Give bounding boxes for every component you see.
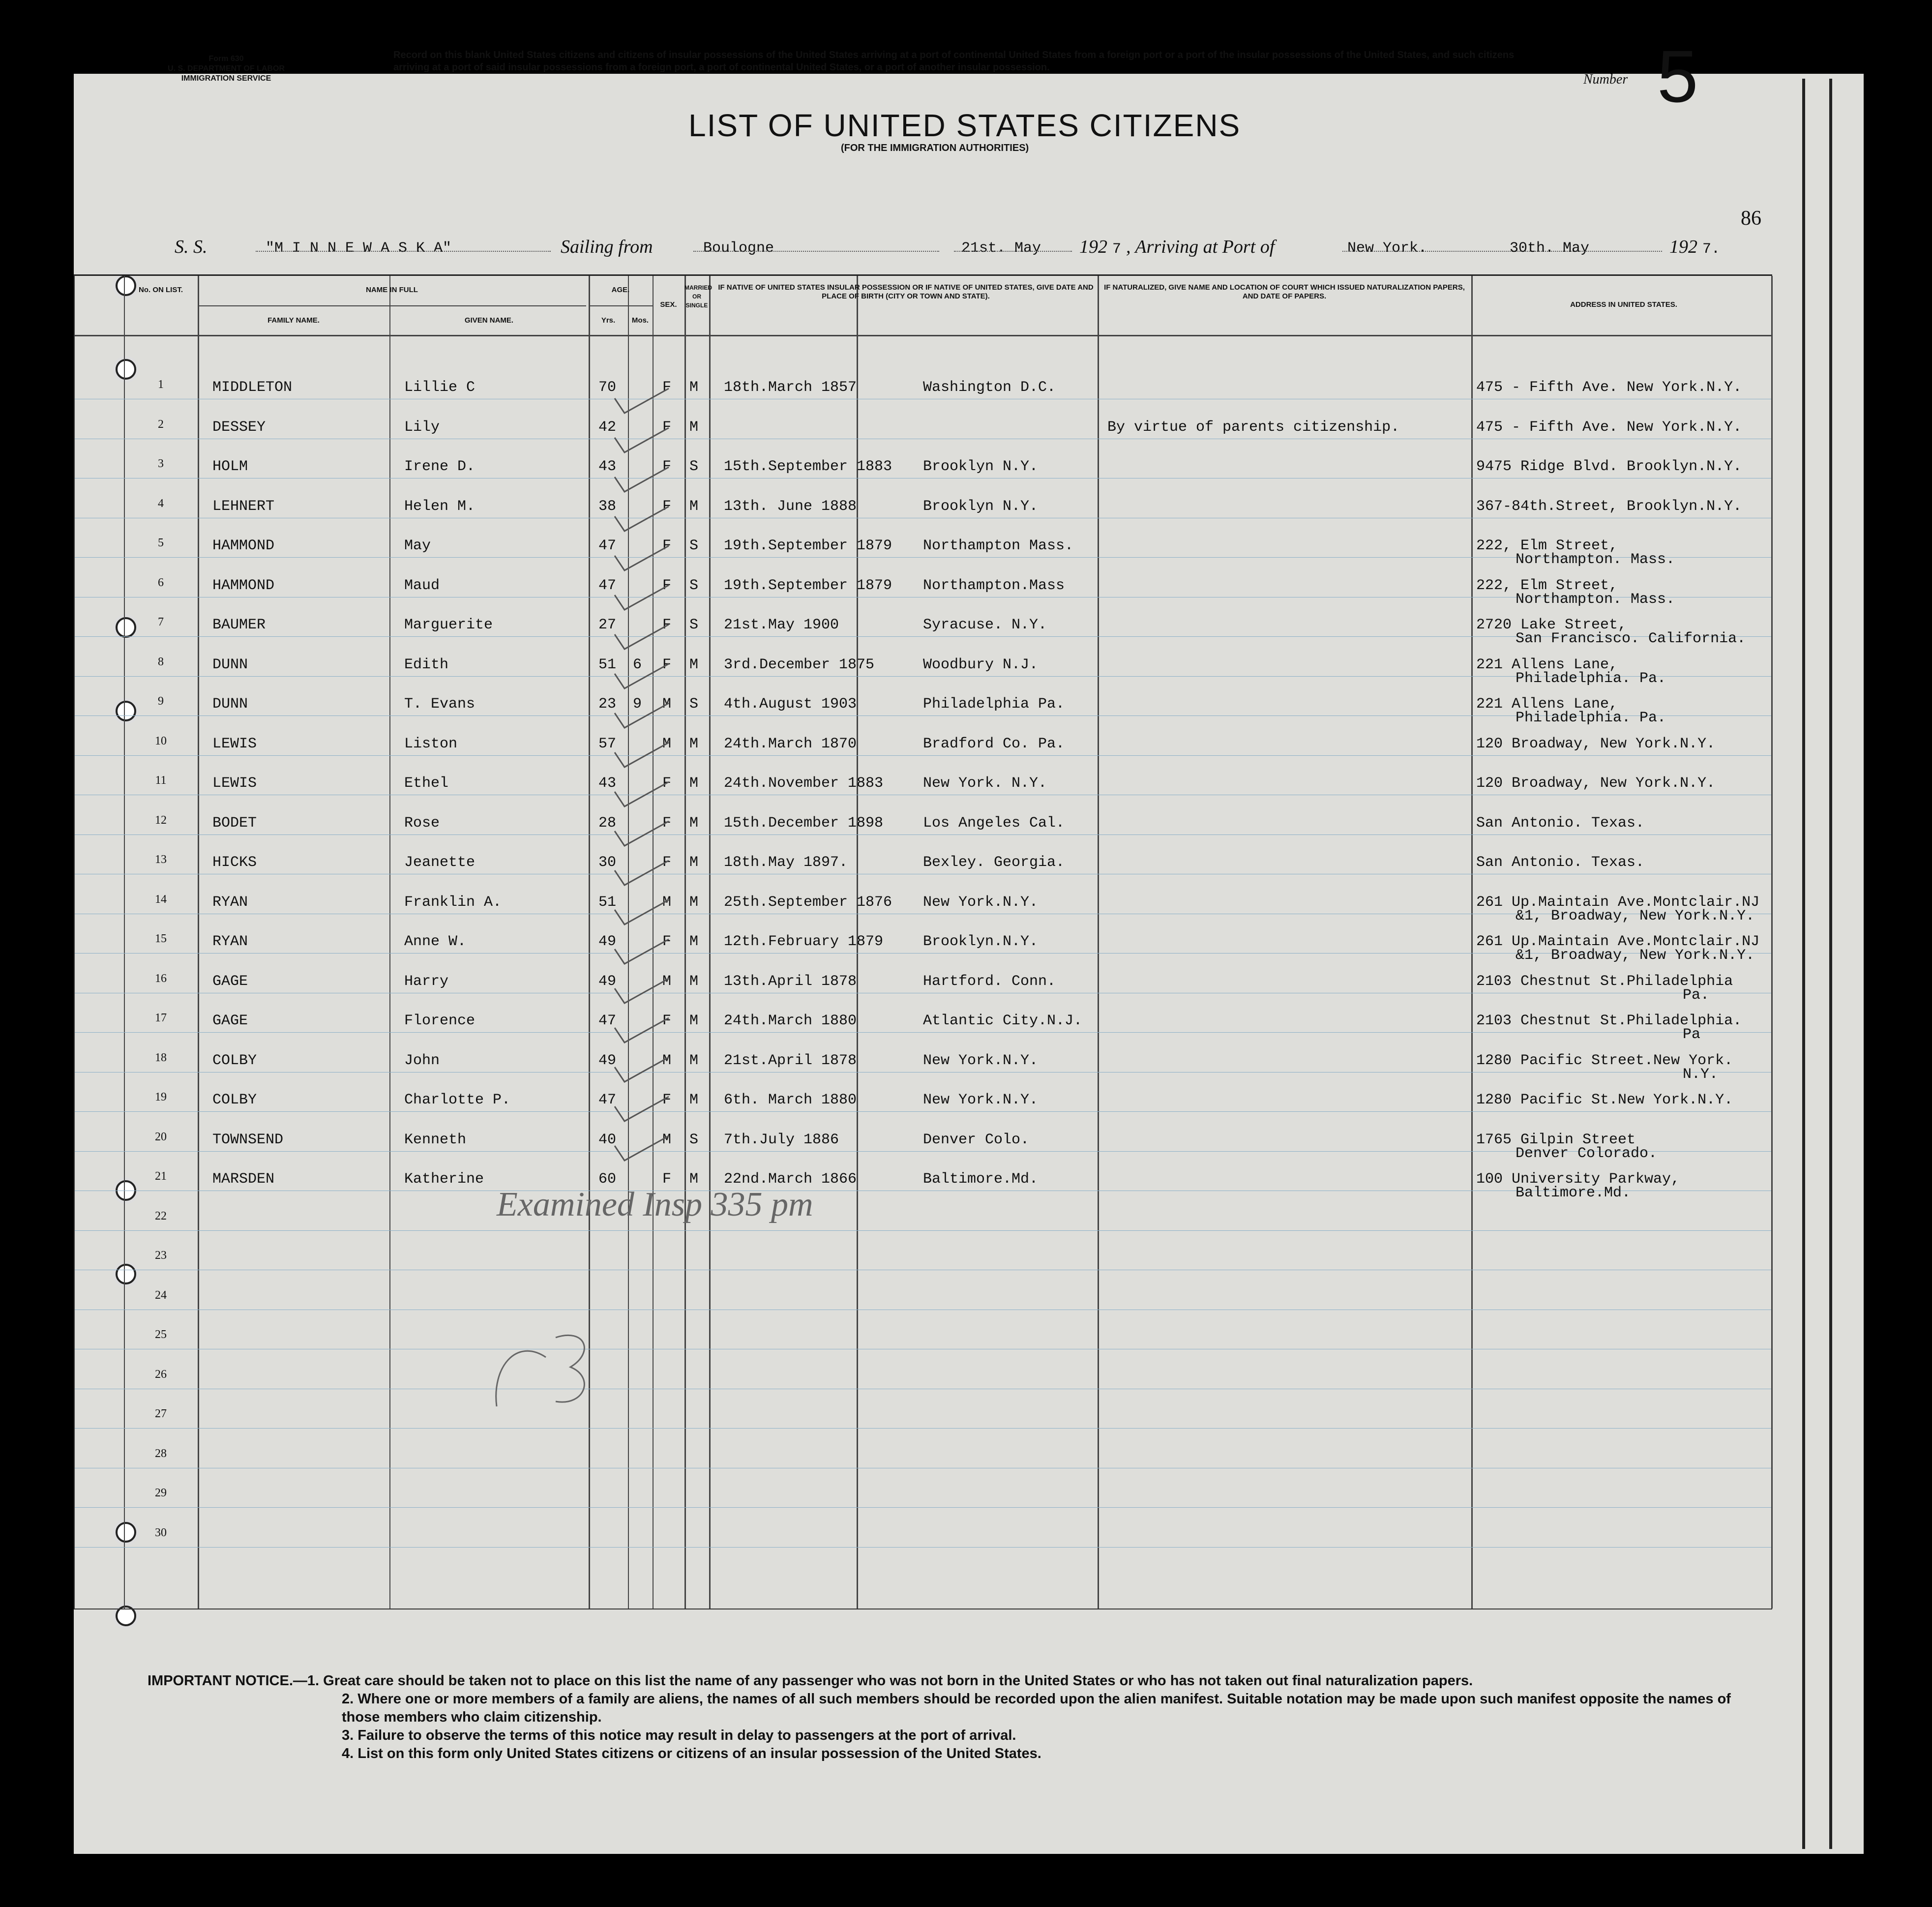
cell-birth-date: 22nd.March 1866 [724, 1171, 857, 1188]
cell-given: Kenneth [404, 1131, 467, 1148]
cell-ms: M [689, 775, 699, 792]
row-number: 8 [158, 655, 164, 668]
ss-label: S. S. [175, 237, 208, 257]
cell-sex: F [662, 418, 672, 436]
cell-family: DESSEY [212, 418, 266, 436]
row-number: 14 [155, 893, 167, 906]
cell-sex: M [662, 696, 672, 713]
cell-addr2: Philadelphia. Pa. [1516, 670, 1666, 687]
form-number: Form 630 [208, 55, 244, 63]
cell-given: Ethel [404, 775, 449, 792]
cell-addr1: San Antonio. Texas. [1476, 814, 1645, 832]
row-number: 4 [158, 497, 164, 510]
cell-birth-place: Atlantic City.N.J. [923, 1013, 1083, 1029]
arrival-year-prefix: 192 [1669, 237, 1697, 257]
department-name: U. S. DEPARTMENT OF LABOR [168, 64, 285, 73]
cell-given: T. Evans [404, 696, 476, 713]
sheet-number: 86 [1741, 207, 1761, 230]
header-address: ADDRESS IN UNITED STATES. [1570, 300, 1677, 309]
cell-sex: F [662, 537, 672, 554]
important-notice-label: IMPORTANT NOTICE.— [148, 1673, 307, 1689]
page-subtitle: (FOR THE IMMIGRATION AUTHORITIES) [841, 143, 1029, 153]
cell-given: May [404, 537, 431, 554]
cell-yrs: 60 [598, 1171, 617, 1188]
row-number: 6 [158, 576, 164, 589]
cell-family: TOWNSEND [212, 1131, 284, 1148]
row-number: 11 [155, 774, 167, 787]
cell-family: HAMMOND [212, 537, 275, 554]
handwritten-mark [487, 1308, 644, 1431]
cell-yrs: 38 [598, 498, 617, 515]
cell-birth-date: 18th.March 1857 [724, 379, 857, 396]
cell-birth-date: 21st.April 1878 [724, 1052, 857, 1069]
cell-birth-date: 15th.December 1898 [724, 814, 884, 832]
header-married: MARRIED OR SINGLE [684, 284, 712, 309]
cell-addr2: Pa [1683, 1026, 1701, 1043]
cell-sex: M [662, 1131, 672, 1148]
cell-sex: F [662, 617, 672, 633]
arrival-port: New York. [1347, 240, 1427, 257]
cell-ms: S [689, 696, 699, 713]
row-rule [75, 755, 1771, 756]
cell-ms: M [689, 854, 699, 871]
page-edge-line [1802, 79, 1805, 1849]
row-number: 20 [155, 1130, 167, 1143]
cell-yrs: 47 [598, 537, 617, 554]
cell-ms: M [689, 656, 699, 673]
cell-ms: M [689, 814, 699, 832]
notice-item-4: 4. List on this form only United States citizens or citizens of an insular possession of the United States. [342, 1746, 1041, 1761]
cell-family: HICKS [212, 854, 257, 871]
arrival-dotted-line [1342, 251, 1662, 252]
cell-yrs: 49 [598, 933, 617, 950]
header-family-name: FAMILY NAME. [268, 316, 320, 325]
row-number: 30 [155, 1526, 167, 1539]
cell-sex: F [662, 1092, 672, 1108]
cell-addr1: 2103 Chestnut St.Philadelphia [1476, 973, 1733, 990]
cell-sex: F [662, 379, 672, 396]
cell-sex: F [662, 775, 672, 792]
cell-sex: F [662, 577, 672, 594]
notice-item-2: 2. Where one or more members of a family are aliens, the names of all such members should be recorded upon the alien manifest. Suitable notation may be made upon such manifest opposite the names of those members who claim citizenship. [342, 1691, 1731, 1725]
cell-addr1: 100 University Parkway, [1476, 1171, 1680, 1188]
cell-addr2: San Francisco. California. [1516, 630, 1746, 647]
cell-addr1: 1765 Gilpin Street [1476, 1131, 1636, 1148]
cell-mos: 9 [633, 696, 642, 713]
cell-birth-place: Los Angeles Cal. [923, 814, 1065, 832]
cell-yrs: 49 [598, 1052, 617, 1069]
cell-sex: M [662, 1052, 672, 1069]
header-birth: IF NATIVE OF UNITED STATES INSULAR POSSESSION OR IF NATIVE OF UNITED STATES, GIVE DATE AND PLACE OF BIRTH (CITY OR TOWN AND STATE). [718, 283, 1094, 300]
row-number: 23 [155, 1249, 167, 1262]
cell-addr1: 221 Allens Lane, [1476, 696, 1618, 713]
row-number: 16 [155, 972, 167, 985]
cell-sex: F [662, 1171, 672, 1188]
cell-given: Marguerite [404, 617, 493, 633]
cell-family: DUNN [212, 656, 248, 673]
arrival-date: 30th. May [1510, 240, 1590, 257]
cell-birth-place: Northampton.Mass [923, 577, 1065, 594]
important-notice [148, 1672, 1770, 1763]
cell-sex: F [662, 933, 672, 950]
row-number: 17 [155, 1012, 167, 1024]
cell-birth-place: Philadelphia Pa. [923, 696, 1065, 713]
cell-birth-place: Washington D.C. [923, 379, 1056, 396]
row-number: 12 [155, 813, 167, 827]
cell-birth-date: 24th.March 1870 [724, 735, 857, 752]
cell-birth-place: Northampton Mass. [923, 537, 1074, 554]
cell-family: HAMMOND [212, 577, 275, 594]
header-age: AGE. [611, 286, 630, 294]
ship-dotted-line [256, 251, 551, 252]
cell-addr2: Northampton. Mass. [1516, 551, 1675, 568]
arrival-year-suffix: 7. [1702, 241, 1721, 258]
cell-yrs: 51 [598, 656, 617, 673]
cell-birth-date: 12th.February 1879 [724, 933, 884, 950]
cell-ms: S [689, 617, 699, 633]
cell-family: GAGE [212, 973, 248, 990]
cell-ms: S [689, 577, 699, 594]
cell-birth-place: Woodbury N.J. [923, 656, 1039, 673]
cell-birth-date: 19th.September 1879 [724, 577, 892, 594]
cell-ms: M [689, 418, 699, 436]
service-name: IMMIGRATION SERVICE [181, 74, 271, 83]
row-number: 3 [158, 457, 164, 470]
cell-yrs: 49 [598, 973, 617, 990]
cell-birth-place: Syracuse. N.Y. [923, 617, 1047, 633]
cell-ms: S [689, 458, 699, 475]
cell-given: Franklin A. [404, 894, 502, 911]
cell-birth-place: Denver Colo. [923, 1131, 1030, 1148]
cell-given: Harry [404, 973, 449, 990]
cell-given: Irene D. [404, 458, 476, 475]
cell-birth-place: Brooklyn N.Y. [923, 498, 1039, 515]
row-rule [75, 1230, 1771, 1231]
cell-yrs: 23 [598, 696, 617, 713]
cell-family: COLBY [212, 1052, 257, 1069]
row-number: 2 [158, 417, 164, 431]
row-rule [75, 1547, 1771, 1548]
cell-family: HOLM [212, 458, 248, 475]
cell-ms: M [689, 1052, 699, 1069]
cell-given: Rose [404, 814, 440, 832]
cell-given: Liston [404, 735, 458, 752]
cell-addr1: 475 - Fifth Ave. New York.N.Y. [1476, 418, 1742, 436]
row-rule [75, 1428, 1771, 1429]
cell-given: Katherine [404, 1171, 484, 1188]
cell-given: Florence [404, 1013, 476, 1029]
cell-addr1: 261 Up.Maintain Ave.Montclair.NJ [1476, 933, 1760, 950]
cell-addr1: 222, Elm Street, [1476, 577, 1618, 594]
row-number: 29 [155, 1487, 167, 1499]
sailing-label: Sailing from [561, 237, 653, 257]
cell-birth-place: New York. N.Y. [923, 775, 1047, 792]
cell-ms: M [689, 894, 699, 911]
cell-sex: F [662, 458, 672, 475]
handwritten-inspection-note: Examined Insp 335 pm [497, 1186, 813, 1223]
cell-birth-place: New York.N.Y. [923, 1092, 1039, 1108]
cell-given: Jeanette [404, 854, 476, 871]
cell-birth-date: 24th.March 1880 [724, 1013, 857, 1029]
row-number: 7 [158, 616, 164, 628]
cell-birth-place: Hartford. Conn. [923, 973, 1056, 990]
row-number: 15 [155, 932, 167, 945]
cell-yrs: 40 [598, 1131, 617, 1148]
row-number: 28 [155, 1447, 167, 1460]
cell-yrs: 43 [598, 775, 617, 792]
row-number: 5 [158, 536, 164, 549]
notice-item-3: 3. Failure to observe the terms of this notice may result in delay to passengers at the port of arrival. [342, 1728, 1016, 1743]
cell-family: LEHNERT [212, 498, 275, 515]
cell-family: DUNN [212, 696, 248, 713]
cell-ms: M [689, 1013, 699, 1029]
cell-addr1: 367-84th.Street, Brooklyn.N.Y. [1476, 498, 1742, 515]
cell-yrs: 70 [598, 379, 617, 396]
cell-addr2: N.Y. [1683, 1066, 1719, 1083]
cell-addr1: 120 Broadway, New York.N.Y. [1476, 735, 1716, 752]
cell-ms: M [689, 933, 699, 950]
header-naturalized: IF NATURALIZED, GIVE NAME AND LOCATION OF COURT WHICH ISSUED NATURALIZATION PAPERS, AND DATE OF PAPERS. [1104, 283, 1465, 300]
cell-addr2: Baltimore.Md. [1516, 1185, 1631, 1201]
row-number: 1 [158, 378, 164, 391]
cell-yrs: 28 [598, 814, 617, 832]
cell-ms: M [689, 1092, 699, 1108]
cell-addr2: Northampton. Mass. [1516, 591, 1675, 608]
row-number: 25 [155, 1328, 167, 1341]
cell-sex: F [662, 656, 672, 673]
cell-yrs: 47 [598, 1092, 617, 1108]
cell-ms: M [689, 379, 699, 396]
cell-addr1: 221 Allens Lane, [1476, 656, 1618, 673]
cell-family: COLBY [212, 1092, 257, 1108]
cell-birth-place: Baltimore.Md. [923, 1171, 1039, 1188]
cell-birth-date: 7th.July 1886 [724, 1131, 839, 1148]
ship-name: "M I N N E W A S K A" [266, 240, 452, 257]
row-number: 10 [155, 734, 167, 747]
cell-addr1: 2720 Lake Street, [1476, 617, 1627, 633]
page-title: LIST OF UNITED STATES CITIZENS [688, 108, 1241, 143]
form-identifier [128, 54, 325, 84]
row-number: 24 [155, 1288, 167, 1302]
cell-family: BODET [212, 814, 257, 832]
row-number: 18 [155, 1051, 167, 1064]
cell-family: BAUMER [212, 617, 266, 633]
sailing-year-suffix: 7 [1112, 241, 1122, 258]
arriving-label: , Arriving at Port of [1126, 237, 1275, 257]
cell-mos: 6 [633, 656, 642, 673]
cell-addr1: 222, Elm Street, [1476, 537, 1618, 554]
row-number: 9 [158, 695, 164, 708]
instructions-text: Record on this blank United States citizens and citizens of insular possessions of the United States arriving at a port of continental United States from a foreign port or a port of the insular possessions of the United States, and such citizens arriving at a port of said insular possessions from a foreign port, a port of continental United States, or a port of another insular possession. [393, 50, 1515, 73]
cell-yrs: 27 [598, 617, 617, 633]
cell-birth-date: 15th.September 1883 [724, 458, 892, 475]
cell-family: GAGE [212, 1013, 248, 1029]
cell-naturalized: By virtue of parents citizenship. [1107, 418, 1400, 436]
cell-ms: M [689, 498, 699, 515]
cell-birth-place: Brooklyn.N.Y. [923, 933, 1039, 950]
check-marks [605, 354, 679, 1190]
row-number: 22 [155, 1209, 167, 1222]
row-number: 26 [155, 1368, 167, 1381]
cell-family: MIDDLETON [212, 379, 293, 396]
cell-birth-place: Bexley. Georgia. [923, 854, 1065, 871]
cell-given: Maud [404, 577, 440, 594]
cell-birth-date: 13th.April 1878 [724, 973, 857, 990]
cell-family: LEWIS [212, 735, 257, 752]
cell-sex: M [662, 973, 672, 990]
cell-family: RYAN [212, 894, 248, 911]
cell-sex: F [662, 814, 672, 832]
cell-yrs: 57 [598, 735, 617, 752]
cell-ms: M [689, 973, 699, 990]
header-sex: SEX. [660, 300, 677, 309]
notice-item-1: 1. Great care should be taken not to place on this list the name of any passenger who was not born in the United States or who has not taken out final naturalization papers. [307, 1673, 1473, 1689]
cell-addr1: 475 - Fifth Ave. New York.N.Y. [1476, 379, 1742, 396]
sailing-date: 21st. May [961, 240, 1041, 257]
cell-addr1: 2103 Chestnut St.Philadelphia. [1476, 1013, 1742, 1029]
port-dotted-line [693, 251, 939, 252]
cell-birth-date: 19th.September 1879 [724, 537, 892, 554]
row-rule [75, 834, 1771, 835]
cell-given: Edith [404, 656, 449, 673]
cell-addr2: Philadelphia. Pa. [1516, 710, 1666, 726]
cell-birth-date: 24th.November 1883 [724, 775, 884, 792]
cell-sex: F [662, 498, 672, 515]
cell-birth-date: 6th. March 1880 [724, 1092, 857, 1108]
cell-birth-date: 4th.August 1903 [724, 696, 857, 713]
cell-birth-date: 18th.May 1897. [724, 854, 848, 871]
date-dotted-line [954, 251, 1072, 252]
cell-family: RYAN [212, 933, 248, 950]
cell-given: Lillie C [404, 379, 476, 396]
cell-given: John [404, 1052, 440, 1069]
cell-ms: S [689, 537, 699, 554]
row-rule [75, 1032, 1771, 1033]
cell-addr1: San Antonio. Texas. [1476, 854, 1645, 871]
row-number: 21 [155, 1170, 167, 1183]
cell-addr1: 261 Up.Maintain Ave.Montclair.NJ [1476, 894, 1760, 911]
cell-birth-place: Bradford Co. Pa. [923, 735, 1065, 752]
cell-yrs: 47 [598, 577, 617, 594]
cell-birth-place: New York.N.Y. [923, 1052, 1039, 1069]
number-label: Number [1583, 72, 1628, 87]
cell-birth-date: 25th.September 1876 [724, 894, 892, 911]
cell-yrs: 42 [598, 418, 617, 436]
cell-given: Charlotte P. [404, 1092, 511, 1108]
row-number: 19 [155, 1091, 167, 1103]
cell-ms: M [689, 1171, 699, 1188]
cell-yrs: 30 [598, 854, 617, 871]
cell-birth-place: New York.N.Y. [923, 894, 1039, 911]
header-yrs: Yrs. [601, 316, 616, 325]
cell-given: Lily [404, 418, 440, 436]
cell-family: LEWIS [212, 775, 257, 792]
cell-sex: F [662, 1013, 672, 1029]
cell-yrs: 51 [598, 894, 617, 911]
row-number: 13 [155, 853, 167, 866]
cell-yrs: 43 [598, 458, 617, 475]
number-value: 5 [1657, 35, 1698, 118]
cell-addr1: 9475 Ridge Blvd. Brooklyn.N.Y. [1476, 458, 1742, 475]
header-name-in-full: NAME IN FULL [366, 286, 418, 294]
cell-addr1: 120 Broadway, New York.N.Y. [1476, 775, 1716, 792]
cell-birth-date: 3rd.December 1875 [724, 656, 875, 673]
cell-addr2: &1, Broadway, New York.N.Y. [1516, 947, 1755, 964]
header-given-name: GIVEN NAME. [464, 316, 514, 325]
cell-addr1: 1280 Pacific St.New York.N.Y. [1476, 1092, 1733, 1108]
cell-addr1: 1280 Pacific Street.New York. [1476, 1052, 1733, 1069]
page-edge-line [1829, 79, 1832, 1849]
passenger-table [74, 274, 1772, 1609]
cell-family: MARSDEN [212, 1171, 275, 1188]
cell-yrs: 47 [598, 1013, 617, 1029]
header-mos: Mos. [631, 316, 649, 325]
cell-ms: S [689, 1131, 699, 1148]
cell-birth-date: 21st.May 1900 [724, 617, 839, 633]
cell-sex: M [662, 735, 672, 752]
row-rule [75, 1507, 1771, 1508]
sailing-port: Boulogne [703, 240, 774, 257]
sailing-year-prefix: 192 [1079, 237, 1107, 257]
cell-sex: M [662, 894, 672, 911]
cell-birth-date: 13th. June 1888 [724, 498, 857, 515]
cell-addr2: &1, Broadway, New York.N.Y. [1516, 907, 1755, 924]
cell-addr2: Pa. [1683, 986, 1710, 1004]
cell-given: Helen M. [404, 498, 476, 515]
cell-addr2: Denver Colorado. [1516, 1145, 1658, 1162]
header-no: No. ON LIST. [139, 286, 183, 294]
row-rule [75, 1072, 1771, 1073]
cell-ms: M [689, 735, 699, 752]
cell-sex: F [662, 854, 672, 871]
cell-given: Anne W. [404, 933, 467, 950]
row-rule [75, 1111, 1771, 1112]
cell-birth-place: Brooklyn N.Y. [923, 458, 1039, 475]
row-number: 27 [155, 1407, 167, 1420]
